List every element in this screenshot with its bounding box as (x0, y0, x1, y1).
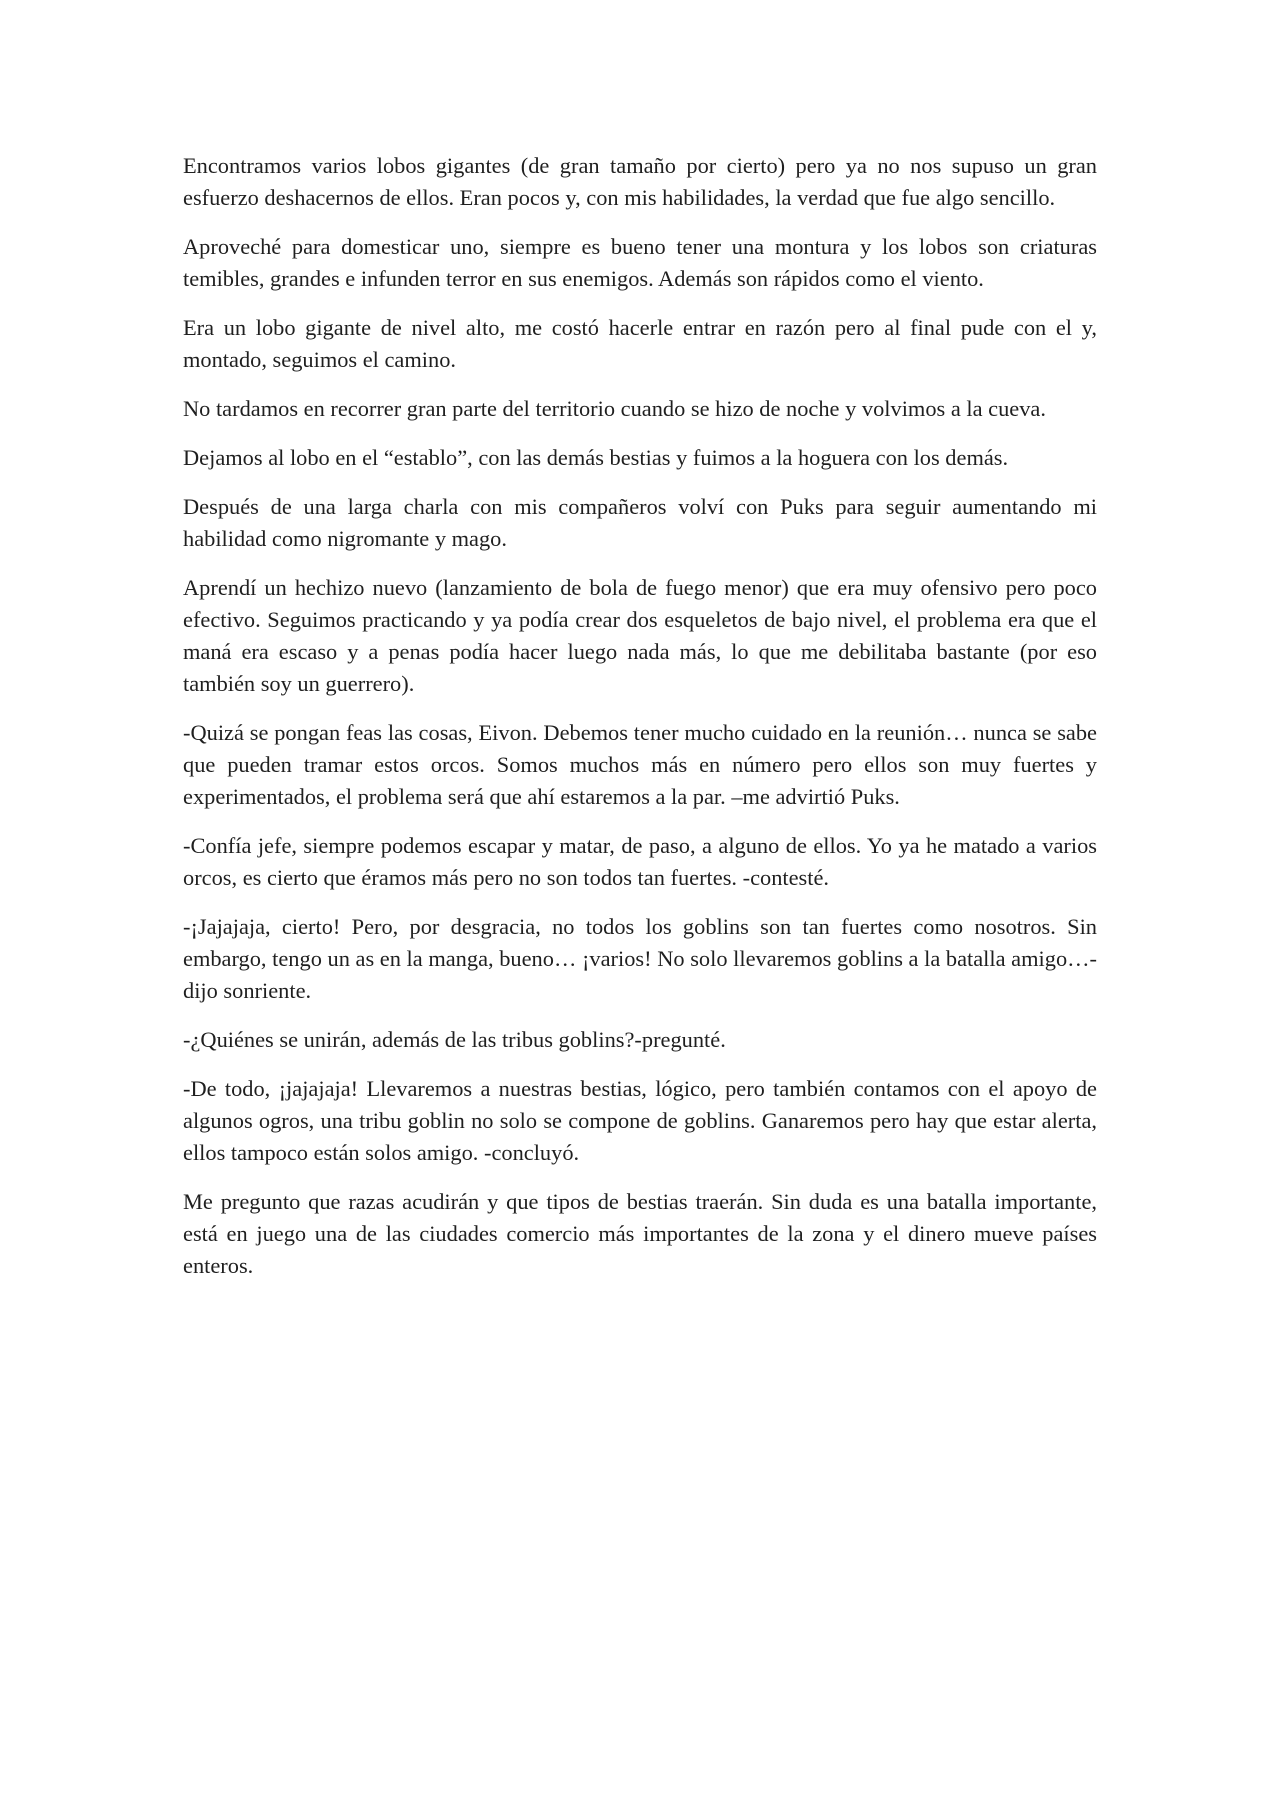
paragraph-2: Aproveché para domesticar uno, siempre es bueno tener una montura y los lobos son criaturas temibles, grandes e infunden terror en sus enemigos. Además son rápidos como el viento. (183, 234, 1097, 291)
paragraph-1: Encontramos varios lobos gigantes (de gran tamaño por cierto) pero ya no nos supuso un gran esfuerzo deshacernos de ellos. Eran pocos y, con mis habilidades, la verdad que fue algo sencillo. (183, 153, 1097, 210)
paragraph-7: Aprendí un hechizo nuevo (lanzamiento de bola de fuego menor) que era muy ofensivo pero poco efectivo. Seguimos practicando y ya podía crear dos esqueletos de bajo nivel, el problema era que el maná era escaso y a penas podía hacer luego nada más, lo que me debilitaba bastante (por eso también soy un guerrero). (183, 575, 1097, 696)
document-page (183, 150, 1097, 1299)
paragraph-3: Era un lobo gigante de nivel alto, me costó hacerle entrar en razón pero al final pude con el y, montado, seguimos el camino. (183, 315, 1097, 372)
paragraph-9: -Confía jefe, siempre podemos escapar y matar, de paso, a alguno de ellos. Yo ya he matado a varios orcos, es cierto que éramos más pero no son todos tan fuertes. -contesté. (183, 833, 1097, 890)
paragraph-4: No tardamos en recorrer gran parte del territorio cuando se hizo de noche y volvimos a la cueva. (183, 396, 1046, 421)
paragraph-12: -De todo, ¡jajajaja! Llevaremos a nuestras bestias, lógico, pero también contamos con el apoyo de algunos ogros, una tribu goblin no solo se compone de goblins. Ganaremos pero hay que estar alerta, ellos tampoco están solos amigo. -concluyó. (183, 1076, 1097, 1165)
paragraph-6: Después de una larga charla con mis compañeros volví con Puks para seguir aumentando mi habilidad como nigromante y mago. (183, 494, 1097, 551)
paragraph-13: Me pregunto que razas acudirán y que tipos de bestias traerán. Sin duda es una batalla importante, está en juego una de las ciudades comercio más importantes de la zona y el dinero mueve países enteros. (183, 1189, 1097, 1278)
paragraph-10: -¡Jajajaja, cierto! Pero, por desgracia, no todos los goblins son tan fuertes como nosotros. Sin embargo, tengo un as en la manga, bueno… ¡varios! No solo llevaremos goblins a la batalla amigo…-dijo sonriente. (183, 914, 1097, 1003)
paragraph-5: Dejamos al lobo en el “establo”, con las demás bestias y fuimos a la hoguera con los demás. (183, 445, 1009, 470)
paragraph-8: -Quizá se pongan feas las cosas, Eivon. Debemos tener mucho cuidado en la reunión… nunca se sabe que pueden tramar estos orcos. Somos muchos más en número pero ellos son muy fuertes y experimentados, el problema será que ahí estaremos a la par. –me advirtió Puks. (183, 720, 1097, 809)
paragraph-11: -¿Quiénes se unirán, además de las tribus goblins?-pregunté. (183, 1027, 726, 1052)
